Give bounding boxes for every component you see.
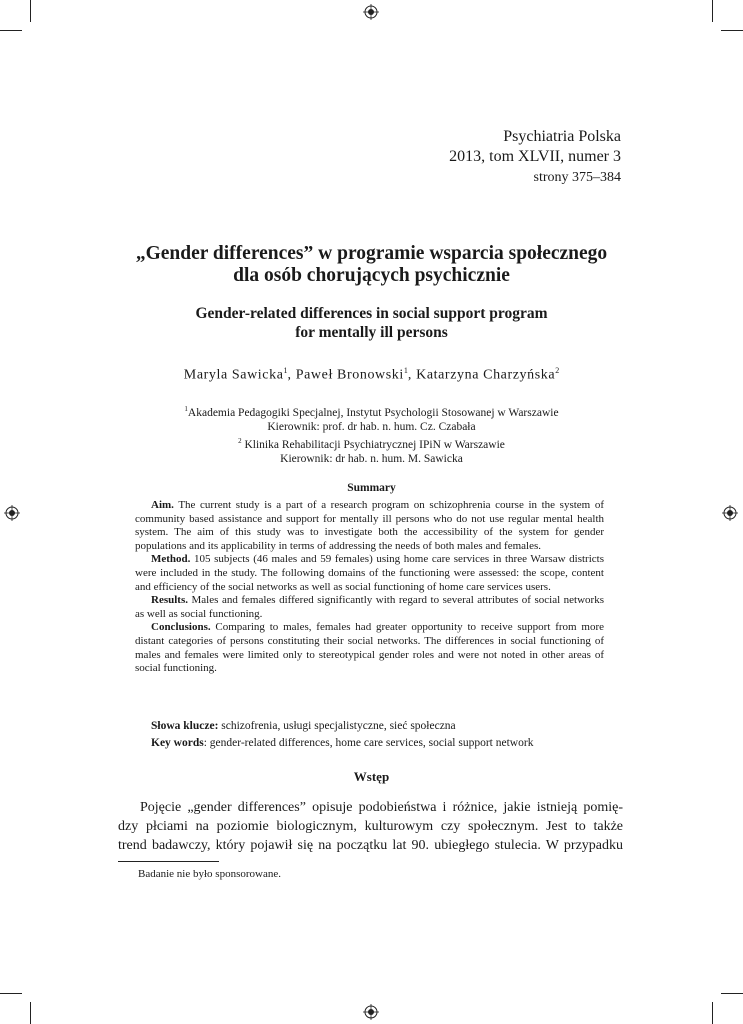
journal-name: Psychiatria Polska [503, 128, 621, 145]
section-heading: Wstęp [353, 769, 390, 784]
keywords-label: Key words [151, 737, 204, 749]
keywords-label: Słowa klucze: [151, 720, 219, 732]
title-polish [0, 243, 743, 287]
keywords-text: : gender-related differences, home care services, social support network [203, 737, 534, 749]
abstract [135, 499, 604, 676]
affiliations [0, 402, 743, 466]
affiliation-sup: 2 [238, 436, 242, 445]
keywords [151, 718, 533, 752]
registration-mark-icon [363, 1004, 379, 1020]
abstract-paragraph [135, 499, 604, 553]
author-name: Maryla Sawicka [183, 367, 284, 383]
body-text [118, 798, 623, 855]
body-line: trend badawczy, który pojawił się na początku lat 90. ubiegłego stulecia. W przypadku [118, 838, 623, 853]
body-line: dzy płciami na poziomie biologicznym, kulturowym czy społecznym. Jest to także [118, 819, 623, 834]
abstract-paragraph [135, 621, 604, 675]
crop-mark [721, 30, 743, 31]
footnote: Badanie nie było sponsorowane. [138, 868, 281, 880]
abstract-label: Method. [151, 553, 191, 566]
title-english-line: for mentally ill persons [295, 324, 448, 341]
abstract-paragraph [135, 553, 604, 594]
affiliation-line [0, 434, 743, 452]
affiliation-line [0, 420, 743, 434]
abstract-text: Comparing to males, females had greater opportunity to receive support from more distant categories of persons constituting their social networks. The differences in social functioning of males and females were limited only to stereotypical gender roles and were not noted in other areas of social functioning. [135, 621, 604, 675]
author-sup: 1 [283, 366, 288, 375]
abstract-label: Aim. [151, 499, 174, 511]
registration-mark-icon [363, 4, 379, 20]
author-name: Katarzyna Charzyńska [416, 367, 556, 383]
author-list [0, 366, 743, 384]
keywords-polish [151, 718, 533, 735]
journal-volume: 2013, tom XLVII, numer 3 [449, 148, 621, 165]
crop-mark [0, 993, 22, 994]
keywords-english [151, 735, 533, 752]
affiliation-text: Akademia Pedagogiki Specjalnej, Instytut Psychologii Stosowanej w Warszawie [187, 406, 559, 419]
abstract-paragraph [135, 594, 604, 621]
author-name: Paweł Bronowski [295, 367, 404, 383]
affiliation-text: Kierownik: prof. dr hab. n. hum. Cz. Czabała [267, 420, 476, 433]
author-separator: , [287, 367, 296, 383]
affiliation-text: Kierownik: dr hab. n. hum. M. Sawicka [280, 452, 463, 465]
crop-mark [30, 0, 31, 22]
footnote-rule [118, 861, 219, 862]
author-separator: , [407, 367, 417, 383]
title-polish-line: dla osób chorujących psychicznie [233, 265, 510, 286]
affiliation-text: Klinika Rehabilitacji Psychiatrycznej IPiN w Warszawie [241, 438, 505, 451]
crop-mark [30, 1002, 31, 1024]
title-english [0, 304, 743, 342]
registration-mark-icon [4, 505, 20, 521]
abstract-text: The current study is a part of a research program on schizophrenia course in the system of community based assistance and support for mentally ill persons who do not use regular mental health system. The aim of this study was to investigate both the accessibility of the system for gender populations and its applicability in terms of addressing the needs of both males and females. [135, 499, 604, 552]
affiliation-line [0, 402, 743, 420]
affiliation-sup: 1 [184, 405, 188, 413]
title-polish-line: „Gender differences” w programie wsparcia społecznego [135, 243, 608, 264]
abstract-label: Conclusions. [151, 621, 211, 634]
registration-mark-icon [722, 505, 738, 521]
title-english-line: Gender-related differences in social support program [195, 305, 548, 322]
summary-heading: Summary [347, 482, 396, 494]
abstract-text: 105 subjects (46 males and 59 females) using home care services in three Warsaw districts were included in the study. The following domains of the functioning were assessed: the scope, content and efficiency of the social networks as well as social functioning of home care services users. [135, 553, 604, 593]
crop-mark [712, 1002, 713, 1024]
author-sup: 2 [555, 366, 560, 375]
body-line: Pojęcie „gender differences” opisuje podobieństwa i różnice, jakie istnieją pomię- [140, 800, 623, 815]
crop-mark [721, 993, 743, 994]
keywords-text: schizofrenia, usługi specjalistyczne, sieć społeczna [218, 720, 456, 732]
crop-mark [712, 0, 713, 22]
abstract-text: Males and females differed significantly with regard to several attributes of social networks as well as social functioning. [135, 594, 604, 620]
crop-mark [0, 30, 22, 31]
abstract-label: Results. [151, 594, 188, 607]
affiliation-line [0, 452, 743, 466]
journal-pages: strony 375–384 [533, 170, 621, 185]
author-sup: 1 [403, 366, 408, 375]
